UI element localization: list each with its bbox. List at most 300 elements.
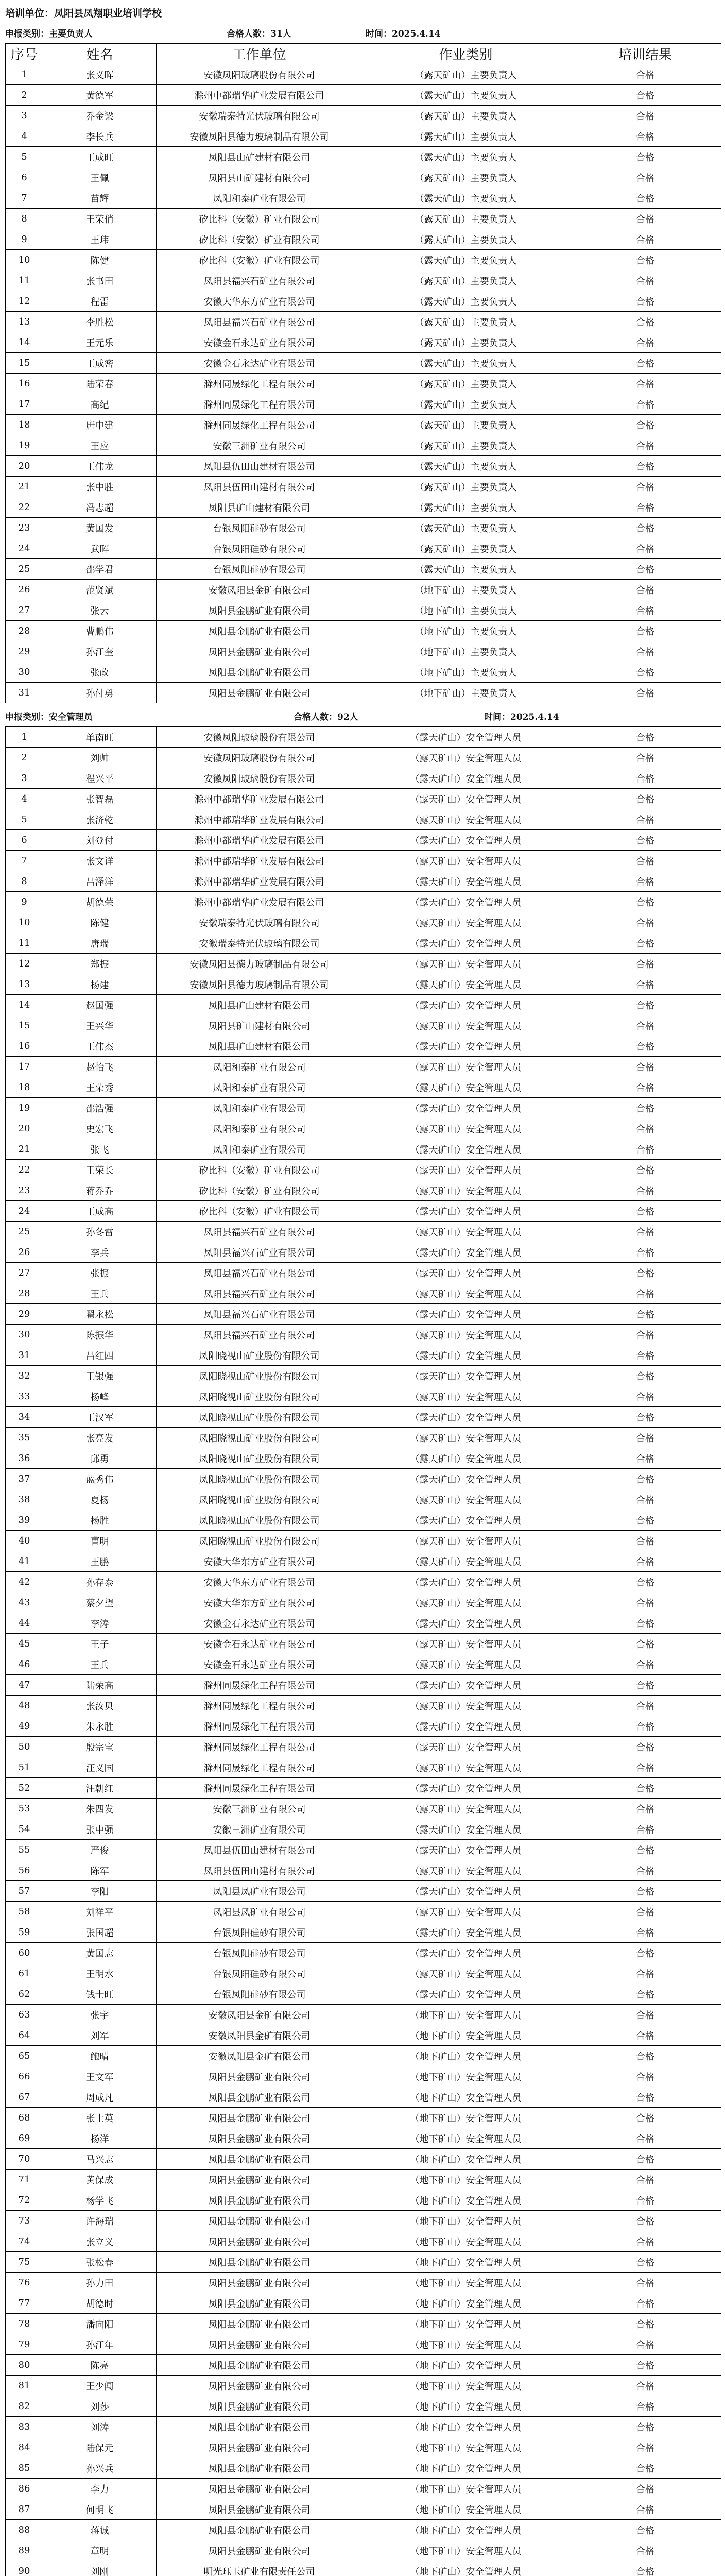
- row-category: （露天矿山）主要负责人: [362, 353, 569, 374]
- table-row: [6, 188, 721, 209]
- row-result: 合格: [569, 2128, 721, 2149]
- row-result: 合格: [569, 1118, 721, 1139]
- table-row: [6, 1489, 721, 1510]
- row-index: 26: [6, 580, 43, 600]
- table-row: [6, 768, 721, 789]
- row-name: 王元乐: [43, 332, 157, 353]
- row-name: 王荣秀: [43, 1077, 157, 1098]
- row-index: 61: [6, 1963, 43, 1984]
- row-result: 合格: [569, 1325, 721, 1345]
- row-name: 刘刚: [43, 2561, 157, 2576]
- row-name: 刘祥平: [43, 1902, 157, 1922]
- row-result: 合格: [569, 600, 721, 621]
- row-unit: 凤阳县金鹏矿业有限公司: [157, 2458, 362, 2479]
- section2-info: [5, 708, 721, 726]
- row-unit: 凤阳晓视山矿业股份有限公司: [157, 1428, 362, 1448]
- row-name: 杨洋: [43, 2128, 157, 2149]
- row-category: （露天矿山）安全管理人员: [362, 1675, 569, 1696]
- row-result: 合格: [569, 2561, 721, 2576]
- table-row: [6, 518, 721, 538]
- row-result: 合格: [569, 270, 721, 291]
- row-index: 3: [6, 768, 43, 789]
- row-unit: 矽比科（安徽）矿业有限公司: [157, 1160, 362, 1180]
- row-category: （露天矿山）主要负责人: [362, 477, 569, 497]
- row-result: 合格: [569, 1139, 721, 1160]
- row-category: （露天矿山）安全管理人员: [362, 1634, 569, 1654]
- row-category: （地下矿山）安全管理人员: [362, 2005, 569, 2025]
- row-index: 45: [6, 1634, 43, 1654]
- row-result: 合格: [569, 477, 721, 497]
- row-index: 23: [6, 518, 43, 538]
- row-category: （露天矿山）安全管理人员: [362, 1696, 569, 1716]
- row-category: （露天矿山）安全管理人员: [362, 1077, 569, 1098]
- row-unit: 凤阳县金鹏矿业有限公司: [157, 2417, 362, 2437]
- row-category: （露天矿山）安全管理人员: [362, 1283, 569, 1304]
- row-result: 合格: [569, 1201, 721, 1222]
- row-category: （地下矿山）安全管理人员: [362, 2376, 569, 2396]
- row-name: 孙存泰: [43, 1572, 157, 1592]
- row-index: 87: [6, 2499, 43, 2520]
- row-result: 合格: [569, 1551, 721, 1572]
- row-category: （露天矿山）安全管理人员: [362, 1613, 569, 1634]
- table-row: [6, 1696, 721, 1716]
- row-category: （地下矿山）安全管理人员: [362, 2561, 569, 2576]
- row-result: 合格: [569, 933, 721, 954]
- table-row: [6, 209, 721, 229]
- row-name: 蒋乔乔: [43, 1180, 157, 1201]
- row-index: 30: [6, 662, 43, 683]
- table-row: [6, 2540, 721, 2561]
- row-unit: 凤阳县金鹏矿业有限公司: [157, 683, 362, 703]
- row-category: （露天矿山）主要负责人: [362, 229, 569, 250]
- row-name: 张中强: [43, 1819, 157, 1840]
- row-name: 夏杨: [43, 1489, 157, 1510]
- row-name: 王应: [43, 435, 157, 456]
- row-index: 63: [6, 2005, 43, 2025]
- row-name: 郑振: [43, 954, 157, 974]
- row-index: 55: [6, 1840, 43, 1860]
- row-category: （地下矿山）安全管理人员: [362, 2334, 569, 2355]
- row-category: （露天矿山）安全管理人员: [362, 974, 569, 995]
- table-row: [6, 748, 721, 768]
- row-category: （露天矿山）安全管理人员: [362, 1242, 569, 1263]
- row-category: （露天矿山）安全管理人员: [362, 1386, 569, 1407]
- row-category: （地下矿山）安全管理人员: [362, 2458, 569, 2479]
- row-category: （露天矿山）安全管理人员: [362, 1366, 569, 1386]
- row-result: 合格: [569, 291, 721, 312]
- table-row: [6, 600, 721, 621]
- table-row: [6, 933, 721, 954]
- row-index: 43: [6, 1592, 43, 1613]
- row-index: 83: [6, 2417, 43, 2437]
- row-name: 程雷: [43, 291, 157, 312]
- row-unit: 滁州同晟绿化工程有限公司: [157, 394, 362, 415]
- row-index: 15: [6, 353, 43, 374]
- row-index: 30: [6, 1325, 43, 1345]
- row-index: 1: [6, 64, 43, 85]
- row-name: 张国超: [43, 1922, 157, 1943]
- row-unit: 滁州同晟绿化工程有限公司: [157, 1696, 362, 1716]
- header-name: 姓名: [43, 44, 157, 64]
- row-category: （露天矿山）安全管理人员: [362, 892, 569, 912]
- row-unit: 凤阳县凤矿业有限公司: [157, 1881, 362, 1902]
- row-category: （露天矿山）安全管理人员: [362, 1057, 569, 1077]
- row-name: 王伟杰: [43, 1036, 157, 1057]
- row-unit: 凤阳县金鹏矿业有限公司: [157, 2293, 362, 2314]
- row-unit: 凤阳县凤矿业有限公司: [157, 1902, 362, 1922]
- row-index: 6: [6, 167, 43, 188]
- table-row: [6, 912, 721, 933]
- row-name: 冯志超: [43, 497, 157, 518]
- table-row: [6, 2149, 721, 2170]
- row-unit: 安徽大华东方矿业有限公司: [157, 1592, 362, 1613]
- row-unit: 凤阳县伍田山建材有限公司: [157, 456, 362, 477]
- row-result: 合格: [569, 995, 721, 1015]
- row-unit: 凤阳晓视山矿业股份有限公司: [157, 1469, 362, 1489]
- row-name: 范贤斌: [43, 580, 157, 600]
- table-row: [6, 1448, 721, 1469]
- row-index: 73: [6, 2211, 43, 2231]
- row-index: 86: [6, 2479, 43, 2499]
- row-result: 合格: [569, 1304, 721, 1325]
- row-index: 21: [6, 477, 43, 497]
- table-row: [6, 2417, 721, 2437]
- row-name: 张亮发: [43, 1428, 157, 1448]
- row-unit: 安徽凤阳玻璃股份有限公司: [157, 727, 362, 748]
- row-category: （露天矿山）安全管理人员: [362, 748, 569, 768]
- row-category: （露天矿山）安全管理人员: [362, 830, 569, 851]
- row-result: 合格: [569, 1510, 721, 1531]
- row-result: 合格: [569, 1345, 721, 1366]
- row-unit: 凤阳县金鹏矿业有限公司: [157, 2314, 362, 2334]
- row-index: 11: [6, 933, 43, 954]
- row-result: 合格: [569, 2479, 721, 2499]
- row-name: 陈军: [43, 1860, 157, 1881]
- row-category: （露天矿山）安全管理人员: [362, 1448, 569, 1469]
- row-index: 47: [6, 1675, 43, 1696]
- table-row: [6, 809, 721, 830]
- row-result: 合格: [569, 1881, 721, 1902]
- row-result: 合格: [569, 2005, 721, 2025]
- row-category: （露天矿山）安全管理人员: [362, 912, 569, 933]
- row-result: 合格: [569, 1448, 721, 1469]
- table-row: [6, 1881, 721, 1902]
- row-unit: 凤阳县金鹏矿业有限公司: [157, 2170, 362, 2190]
- row-index: 72: [6, 2190, 43, 2211]
- row-name: 张宇: [43, 2005, 157, 2025]
- row-result: 合格: [569, 1386, 721, 1407]
- row-category: （露天矿山）安全管理人员: [362, 1716, 569, 1737]
- row-unit: 安徽三洲矿业有限公司: [157, 1819, 362, 1840]
- row-result: 合格: [569, 167, 721, 188]
- row-index: 7: [6, 188, 43, 209]
- row-index: 23: [6, 1180, 43, 1201]
- row-index: 24: [6, 1201, 43, 1222]
- table-row: [6, 1139, 721, 1160]
- table-row: [6, 2499, 721, 2520]
- row-name: 严俊: [43, 1840, 157, 1860]
- row-unit: 台银凤阳硅砂有限公司: [157, 518, 362, 538]
- row-result: 合格: [569, 1654, 721, 1675]
- row-index: 42: [6, 1572, 43, 1592]
- row-result: 合格: [569, 456, 721, 477]
- row-unit: 凤阳县金鹏矿业有限公司: [157, 2334, 362, 2355]
- table-row: [6, 559, 721, 580]
- row-name: 王荣长: [43, 1160, 157, 1180]
- row-category: （露天矿山）安全管理人员: [362, 1118, 569, 1139]
- row-index: 68: [6, 2108, 43, 2128]
- row-category: （露天矿山）安全管理人员: [362, 1551, 569, 1572]
- row-name: 吕泽洋: [43, 871, 157, 892]
- row-result: 合格: [569, 2314, 721, 2334]
- row-category: （地下矿山）主要负责人: [362, 621, 569, 641]
- row-category: （露天矿山）安全管理人员: [362, 871, 569, 892]
- row-unit: 滁州中都瑞华矿业发展有限公司: [157, 871, 362, 892]
- row-category: （露天矿山）主要负责人: [362, 167, 569, 188]
- row-result: 合格: [569, 1799, 721, 1819]
- header-unit: 工作单位: [157, 44, 362, 64]
- row-unit: 滁州同晟绿化工程有限公司: [157, 374, 362, 394]
- row-name: 刘涛: [43, 2417, 157, 2437]
- row-name: 李力: [43, 2479, 157, 2499]
- row-name: 刘登付: [43, 830, 157, 851]
- row-category: （露天矿山）主要负责人: [362, 538, 569, 559]
- row-name: 王兵: [43, 1654, 157, 1675]
- row-result: 合格: [569, 1922, 721, 1943]
- row-unit: 凤阳县金鹏矿业有限公司: [157, 641, 362, 662]
- row-unit: 滁州中都瑞华矿业发展有限公司: [157, 851, 362, 871]
- table-row: [6, 1778, 721, 1799]
- section1-count: 合格人数：31人: [227, 29, 291, 39]
- table-row: [6, 2025, 721, 2046]
- table-row: [6, 147, 721, 167]
- row-name: 李兵: [43, 1242, 157, 1263]
- row-result: 合格: [569, 64, 721, 85]
- row-unit: 凤阳县福兴石矿业有限公司: [157, 270, 362, 291]
- row-result: 合格: [569, 2211, 721, 2231]
- row-unit: 矽比科（安徽）矿业有限公司: [157, 1180, 362, 1201]
- row-category: （地下矿山）主要负责人: [362, 580, 569, 600]
- row-name: 赵国强: [43, 995, 157, 1015]
- row-category: （地下矿山）安全管理人员: [362, 2314, 569, 2334]
- row-index: 38: [6, 1489, 43, 1510]
- row-index: 27: [6, 600, 43, 621]
- row-unit: 凤阳县金鹏矿业有限公司: [157, 2540, 362, 2561]
- table-row: [6, 435, 721, 456]
- row-unit: 安徽大华东方矿业有限公司: [157, 1572, 362, 1592]
- table-row: [6, 1572, 721, 1592]
- row-name: 蒋诚: [43, 2520, 157, 2540]
- row-unit: 安徽瑞泰特光伏玻璃有限公司: [157, 106, 362, 126]
- table-row: [6, 394, 721, 415]
- row-index: 9: [6, 892, 43, 912]
- table-row: [6, 641, 721, 662]
- row-category: （地下矿山）安全管理人员: [362, 2046, 569, 2066]
- row-index: 22: [6, 497, 43, 518]
- row-category: （地下矿山）安全管理人员: [362, 2479, 569, 2499]
- row-index: 31: [6, 683, 43, 703]
- row-category: （露天矿山）主要负责人: [362, 374, 569, 394]
- row-category: （地下矿山）主要负责人: [362, 683, 569, 703]
- row-category: （露天矿山）安全管理人员: [362, 727, 569, 748]
- row-result: 合格: [569, 2417, 721, 2437]
- row-result: 合格: [569, 1036, 721, 1057]
- row-index: 4: [6, 789, 43, 809]
- row-unit: 凤阳晓视山矿业股份有限公司: [157, 1510, 362, 1531]
- table-row: [6, 2108, 721, 2128]
- row-category: （露天矿山）安全管理人员: [362, 1036, 569, 1057]
- table-row: [6, 1654, 721, 1675]
- row-name: 孙江奎: [43, 641, 157, 662]
- row-result: 合格: [569, 229, 721, 250]
- row-name: 王伟龙: [43, 456, 157, 477]
- row-unit: 滁州同晟绿化工程有限公司: [157, 1675, 362, 1696]
- table-row: [6, 1819, 721, 1840]
- row-unit: 安徽凤阳县德力玻璃制品有限公司: [157, 954, 362, 974]
- table-row: [6, 126, 721, 147]
- table-row: [6, 1304, 721, 1325]
- row-index: 56: [6, 1860, 43, 1881]
- row-index: 89: [6, 2540, 43, 2561]
- row-index: 5: [6, 147, 43, 167]
- row-unit: 滁州中都瑞华矿业发展有限公司: [157, 892, 362, 912]
- row-category: （地下矿山）主要负责人: [362, 600, 569, 621]
- table-row: [6, 1160, 721, 1180]
- row-unit: 矽比科（安徽）矿业有限公司: [157, 229, 362, 250]
- row-unit: 凤阳县金鹏矿业有限公司: [157, 2087, 362, 2108]
- row-result: 合格: [569, 830, 721, 851]
- row-name: 王文军: [43, 2066, 157, 2087]
- row-name: 杨建: [43, 974, 157, 995]
- row-index: 20: [6, 1118, 43, 1139]
- row-result: 合格: [569, 1675, 721, 1696]
- row-result: 合格: [569, 851, 721, 871]
- row-result: 合格: [569, 147, 721, 167]
- row-index: 34: [6, 1407, 43, 1428]
- row-name: 殷宗宝: [43, 1737, 157, 1757]
- table-row: [6, 229, 721, 250]
- table-row: [6, 2355, 721, 2376]
- row-category: （露天矿山）安全管理人员: [362, 1799, 569, 1819]
- row-index: 12: [6, 291, 43, 312]
- row-category: （露天矿山）安全管理人员: [362, 1428, 569, 1448]
- table-row: [6, 2479, 721, 2499]
- row-name: 王成密: [43, 353, 157, 374]
- row-result: 合格: [569, 871, 721, 892]
- row-name: 王汉军: [43, 1407, 157, 1428]
- row-unit: 安徽三洲矿业有限公司: [157, 435, 362, 456]
- row-index: 4: [6, 126, 43, 147]
- table-row: [6, 1737, 721, 1757]
- row-index: 46: [6, 1654, 43, 1675]
- row-category: （露天矿山）安全管理人员: [362, 1963, 569, 1984]
- row-index: 85: [6, 2458, 43, 2479]
- table-row: [6, 1963, 721, 1984]
- row-result: 合格: [569, 1407, 721, 1428]
- row-unit: 台银凤阳硅砂有限公司: [157, 1984, 362, 2005]
- row-unit: 凤阳县福兴石矿业有限公司: [157, 312, 362, 332]
- row-unit: 凤阳县福兴石矿业有限公司: [157, 1325, 362, 1345]
- row-result: 合格: [569, 641, 721, 662]
- row-unit: 凤阳县福兴石矿业有限公司: [157, 1222, 362, 1242]
- row-index: 26: [6, 1242, 43, 1263]
- row-name: 张立义: [43, 2231, 157, 2252]
- row-category: （露天矿山）安全管理人员: [362, 1778, 569, 1799]
- row-category: （地下矿山）安全管理人员: [362, 2252, 569, 2273]
- row-result: 合格: [569, 1860, 721, 1881]
- table-row: [6, 2211, 721, 2231]
- row-name: 高纪: [43, 394, 157, 415]
- row-name: 吕红四: [43, 1345, 157, 1366]
- row-unit: 凤阳县金鹏矿业有限公司: [157, 2376, 362, 2396]
- row-index: 70: [6, 2149, 43, 2170]
- row-result: 合格: [569, 1963, 721, 1984]
- row-index: 13: [6, 974, 43, 995]
- row-index: 39: [6, 1510, 43, 1531]
- row-category: （地下矿山）安全管理人员: [362, 2108, 569, 2128]
- row-result: 合格: [569, 2190, 721, 2211]
- row-unit: 凤阳县金鹏矿业有限公司: [157, 2499, 362, 2520]
- row-category: （露天矿山）主要负责人: [362, 64, 569, 85]
- row-result: 合格: [569, 209, 721, 229]
- row-result: 合格: [569, 2396, 721, 2417]
- table-row: [6, 1592, 721, 1613]
- row-unit: 凤阳县福兴石矿业有限公司: [157, 1283, 362, 1304]
- row-name: 张文详: [43, 851, 157, 871]
- row-unit: 凤阳县金鹏矿业有限公司: [157, 2396, 362, 2417]
- row-result: 合格: [569, 2087, 721, 2108]
- row-index: 65: [6, 2046, 43, 2066]
- table-row: [6, 2273, 721, 2293]
- row-unit: 凤阳县金鹏矿业有限公司: [157, 2520, 362, 2540]
- row-category: （露天矿山）安全管理人员: [362, 1592, 569, 1613]
- row-category: （地下矿山）安全管理人员: [362, 2211, 569, 2231]
- row-result: 合格: [569, 662, 721, 683]
- row-unit: 安徽凤阳玻璃股份有限公司: [157, 64, 362, 85]
- row-category: （地下矿山）安全管理人员: [362, 2520, 569, 2540]
- row-index: 29: [6, 641, 43, 662]
- row-name: 陆荣高: [43, 1675, 157, 1696]
- row-category: （露天矿山）安全管理人员: [362, 995, 569, 1015]
- row-result: 合格: [569, 1160, 721, 1180]
- table-row: [6, 1613, 721, 1634]
- row-unit: 安徽大华东方矿业有限公司: [157, 1551, 362, 1572]
- row-unit: 凤阳县金鹏矿业有限公司: [157, 2273, 362, 2293]
- table-row: [6, 2376, 721, 2396]
- row-category: （露天矿山）安全管理人员: [362, 1263, 569, 1283]
- section1-category: 申报类别：主要负责人: [5, 29, 93, 39]
- section1-info: [5, 25, 721, 43]
- row-name: 史宏飞: [43, 1118, 157, 1139]
- row-category: （地下矿山）主要负责人: [362, 662, 569, 683]
- row-category: （露天矿山）安全管理人员: [362, 1098, 569, 1118]
- row-result: 合格: [569, 2499, 721, 2520]
- row-index: 66: [6, 2066, 43, 2087]
- row-index: 50: [6, 1737, 43, 1757]
- row-name: 曹鹏伟: [43, 621, 157, 641]
- row-index: 22: [6, 1160, 43, 1180]
- row-name: 朱永胜: [43, 1716, 157, 1737]
- table-row: [6, 106, 721, 126]
- row-index: 35: [6, 1428, 43, 1448]
- row-result: 合格: [569, 2376, 721, 2396]
- row-category: （露天矿山）主要负责人: [362, 126, 569, 147]
- table-row: [6, 2252, 721, 2273]
- row-unit: 凤阳县金鹏矿业有限公司: [157, 600, 362, 621]
- row-unit: 凤阳县福兴石矿业有限公司: [157, 1242, 362, 1263]
- row-index: 16: [6, 374, 43, 394]
- row-index: 62: [6, 1984, 43, 2005]
